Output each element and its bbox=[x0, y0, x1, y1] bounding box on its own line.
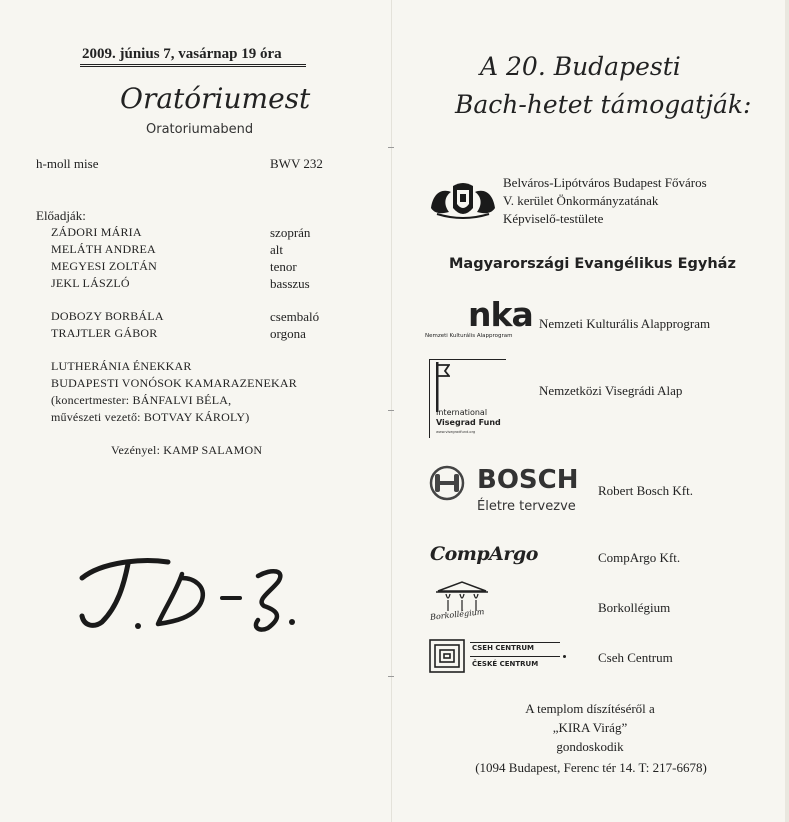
sponsor-nka: Nemzeti Kulturális Alapprogram bbox=[539, 316, 711, 331]
cseh-logo-dot bbox=[563, 655, 566, 658]
nka-logo: nka bbox=[468, 295, 533, 334]
page-fold bbox=[391, 0, 392, 822]
cseh-logo-line2: ČESKÉ CENTRUM bbox=[472, 660, 539, 668]
ensemble-line: BUDAPESTI VONÓSOK KAMARAZENEKAR bbox=[51, 376, 297, 390]
soloist-role: tenor bbox=[270, 259, 297, 274]
closing-line: „KIRA Virág” bbox=[552, 720, 628, 735]
signature-sdg bbox=[72, 548, 312, 638]
visegrad-logo-url: www.visegradfund.org bbox=[436, 430, 476, 434]
fold-mark bbox=[388, 147, 394, 148]
sponsors-heading-line2: Bach-hetet támogatják: bbox=[455, 90, 752, 119]
instrumentalist-name: DOBOZY BORBÁLA bbox=[51, 309, 164, 323]
date-rule bbox=[80, 64, 306, 65]
coat-of-arms-icon bbox=[427, 178, 499, 222]
soloist-role: basszus bbox=[270, 276, 310, 291]
sponsor-borkollegium: Borkollégium bbox=[598, 600, 671, 615]
fold-mark bbox=[388, 410, 394, 411]
compargo-logo: CompArgo bbox=[430, 543, 538, 565]
soloist-name: MEGYESI ZOLTÁN bbox=[51, 259, 158, 273]
sponsors-heading-line1: A 20. Budapesti bbox=[480, 52, 681, 81]
sponsor-visegrad: Nemzetközi Visegrádi Alap bbox=[539, 383, 683, 398]
cseh-logo-rule bbox=[470, 642, 560, 643]
cseh-centrum-square-icon bbox=[429, 639, 465, 673]
visegrad-logo bbox=[429, 359, 506, 438]
soloist-name: MELÁTH ANDREA bbox=[51, 242, 156, 256]
nka-logo-sub: Nemzeti Kulturális Alapprogram bbox=[425, 333, 513, 339]
fold-mark bbox=[388, 676, 394, 677]
bosch-armature-icon bbox=[428, 464, 466, 502]
soloist-role: szoprán bbox=[270, 225, 311, 240]
bosch-logo: BOSCH bbox=[477, 465, 579, 495]
ensemble-line: LUTHERÁNIA ÉNEKKAR bbox=[51, 359, 192, 373]
sponsor-cseh: Cseh Centrum bbox=[598, 650, 673, 665]
visegrad-logo-line2: Visegrad Fund bbox=[436, 418, 501, 427]
sponsor-evangelikus: Magyarországi Evangélikus Egyház bbox=[449, 256, 736, 272]
program-title: Oratóriumest bbox=[120, 82, 311, 115]
work-name: h-moll mise bbox=[36, 156, 99, 171]
soloist-role: alt bbox=[270, 242, 283, 257]
sponsor-compargo: CompArgo Kft. bbox=[598, 550, 681, 565]
soloist-name: ZÁDORI MÁRIA bbox=[51, 225, 142, 239]
sponsor-bosch: Robert Bosch Kft. bbox=[598, 483, 693, 498]
visegrad-flag-icon bbox=[436, 362, 450, 412]
borkollegium-logo: Borkollégium bbox=[429, 607, 485, 622]
performers-label: Előadják: bbox=[36, 208, 86, 223]
sponsor-belvaros-line: Képviselő-testülete bbox=[503, 211, 604, 226]
sponsor-belvaros-line: Belváros-Lipótváros Budapest Főváros bbox=[503, 175, 707, 190]
page-edge bbox=[785, 0, 789, 822]
concert-date: 2009. június 7, vasárnap 19 óra bbox=[82, 46, 282, 62]
closing-line: gondoskodik bbox=[556, 739, 624, 754]
bosch-tagline: Életre tervezve bbox=[477, 499, 576, 514]
cseh-logo-line1: CSEH CENTRUM bbox=[472, 644, 534, 652]
instrumentalist-role: orgona bbox=[270, 326, 306, 341]
soloist-name: JEKL LÁSZLÓ bbox=[51, 276, 130, 290]
closing-address: (1094 Budapest, Ferenc tér 14. T: 217-6678) bbox=[475, 760, 707, 775]
date-rule bbox=[80, 66, 306, 67]
instrumentalist-name: TRAJTLER GÁBOR bbox=[51, 326, 158, 340]
cseh-logo-rule bbox=[470, 656, 560, 657]
ensemble-line: művészeti vezető: BOTVAY KÁROLY) bbox=[51, 410, 250, 424]
ensemble-line: (koncertmester: BÁNFALVI BÉLA, bbox=[51, 393, 232, 407]
conductor: Vezényel: KAMP SALAMON bbox=[111, 443, 263, 457]
program-subtitle: Oratoriumabend bbox=[146, 122, 254, 137]
work-catalog: BWV 232 bbox=[270, 156, 323, 171]
closing-line: A templom díszítéséről a bbox=[525, 701, 655, 716]
visegrad-logo-line1: International bbox=[436, 408, 488, 417]
instrumentalist-role: csembaló bbox=[270, 309, 320, 324]
sponsor-belvaros-line: V. kerület Önkormányzatának bbox=[503, 193, 659, 208]
